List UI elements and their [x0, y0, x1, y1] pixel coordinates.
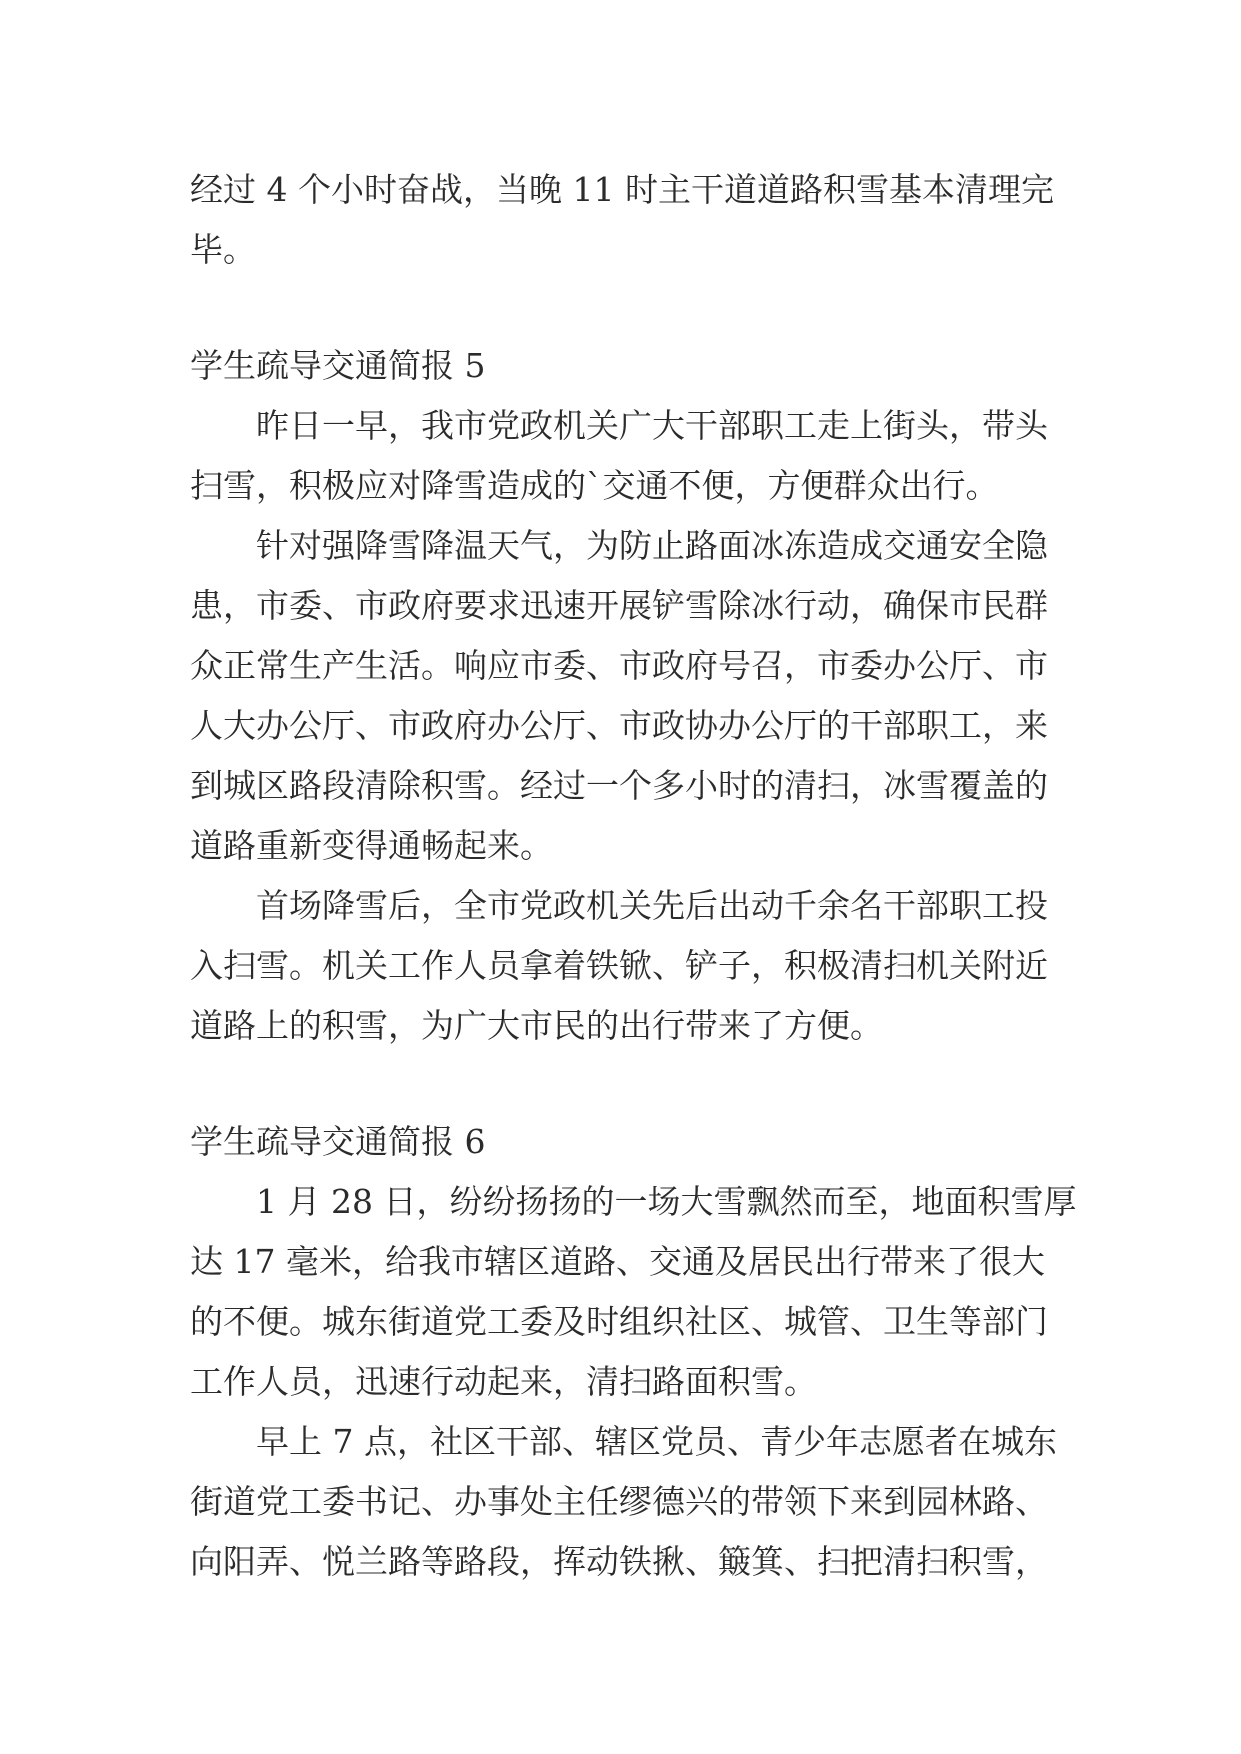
- text-line: 首场降雪后，全市党政机关先后出动千余名干部职工投: [256, 886, 1048, 925]
- text-line: 道路上的积雪，为广大市民的出行带来了方便。: [190, 1006, 883, 1045]
- text-line: 昨日一早，我市党政机关广大干部职工走上街头，带头: [256, 406, 1048, 445]
- text-line: 到城区路段清除积雪。经过一个多小时的清扫，冰雪覆盖的: [190, 766, 1048, 805]
- text-line: 达 17 毫米，给我市辖区道路、交通及居民出行带来了很大: [190, 1242, 1045, 1281]
- text-line: 针对强降雪降温天气，为防止路面冰冻造成交通安全隐: [256, 526, 1048, 565]
- document-page: [190, 160, 1077, 1592]
- paragraph: [190, 516, 1060, 876]
- paragraph-continuation: [190, 160, 1060, 280]
- text-line: 扫雪，积极应对降雪造成的`交通不便，方便群众出行。: [190, 466, 999, 505]
- section-heading-6: 学生疏导交通简报 6: [190, 1122, 486, 1161]
- text-line: 1 月 28 日，纷纷扬扬的一场大雪飘然而至，地面积雪厚: [256, 1182, 1077, 1221]
- text-line: 人大办公厅、市政府办公厅、市政协办公厅的干部职工，来: [190, 706, 1048, 745]
- text-line: 工作人员，迅速行动起来，清扫路面积雪。: [190, 1362, 817, 1401]
- paragraph: [190, 396, 1060, 516]
- text-line: 经过 4 个小时奋战，当晚 11 时主干道道路积雪基本清理完: [190, 170, 1054, 209]
- text-line: 众正常生产生活。响应市委、市政府号召，市委办公厅、市: [190, 646, 1048, 685]
- text-line: 的不便。城东街道党工委及时组织社区、城管、卫生等部门: [190, 1302, 1048, 1341]
- paragraph: [190, 876, 1060, 1056]
- text-line: 毕。: [190, 230, 256, 269]
- text-line: 患，市委、市政府要求迅速开展铲雪除冰行动，确保市民群: [190, 586, 1048, 625]
- section-heading-5: 学生疏导交通简报 5: [190, 346, 486, 385]
- text-line: 早上 7 点，社区干部、辖区党员、青少年志愿者在城东: [256, 1422, 1057, 1461]
- paragraph: [190, 1412, 1060, 1592]
- text-line: 向阳弄、悦兰路等路段，挥动铁揪、簸箕、扫把清扫积雪，: [190, 1542, 1048, 1581]
- paragraph: [190, 1172, 1077, 1412]
- text-line: 道路重新变得通畅起来。: [190, 826, 553, 865]
- text-line: 街道党工委书记、办事处主任缪德兴的带领下来到园林路、: [190, 1482, 1048, 1521]
- text-line: 入扫雪。机关工作人员拿着铁锨、铲子，积极清扫机关附近: [190, 946, 1048, 985]
